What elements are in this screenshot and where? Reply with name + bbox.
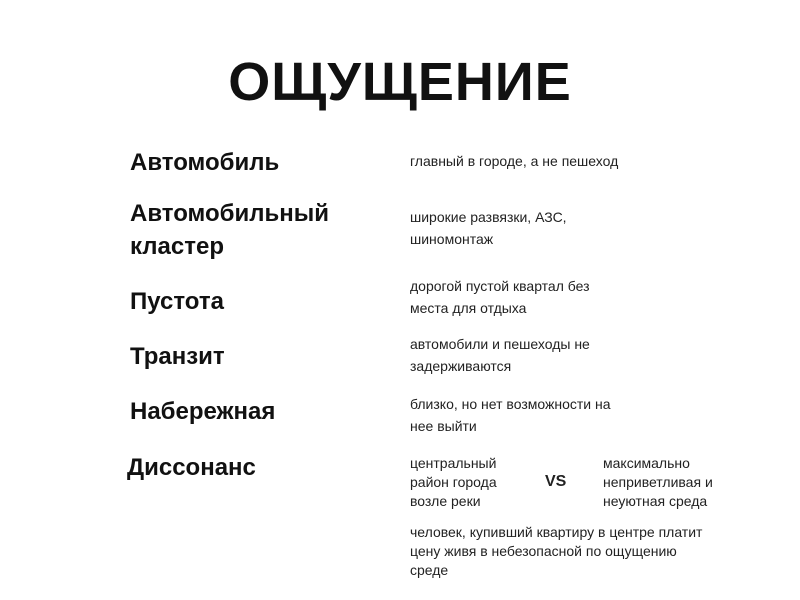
description-emptiness: дорогой пустой квартал без места для отдыха xyxy=(410,278,590,316)
dissonance-conclusion: человек, купивший квартиру в центре платит цену живя в небезопасной по ощущению среде xyxy=(410,524,703,578)
description-transit: автомобили и пешеходы не задерживаются xyxy=(410,336,590,374)
description-automobile-cluster: широкие развязки, АЗС, шиномонтаж xyxy=(410,209,567,247)
description-automobile: главный в городе, а не пешеход xyxy=(410,153,619,169)
dissonance-left-text: центральный район города возле реки xyxy=(410,455,497,509)
term-automobile-cluster: Автомобильный кластер xyxy=(130,200,329,260)
description-embankment: близко, но нет возможности на нее выйти xyxy=(410,396,611,434)
term-emptiness: Пустота xyxy=(130,288,224,315)
term-embankment: Набережная xyxy=(130,398,276,425)
term-automobile: Автомобиль xyxy=(130,149,280,176)
term-transit: Транзит xyxy=(130,343,225,370)
dissonance-right-text: максимально неприветливая и неуютная среда xyxy=(603,455,713,509)
term-dissonance: Диссонанс xyxy=(127,454,256,481)
page-title: ОЩУЩЕНИЕ xyxy=(228,52,572,112)
versus-label: VS xyxy=(545,473,567,490)
